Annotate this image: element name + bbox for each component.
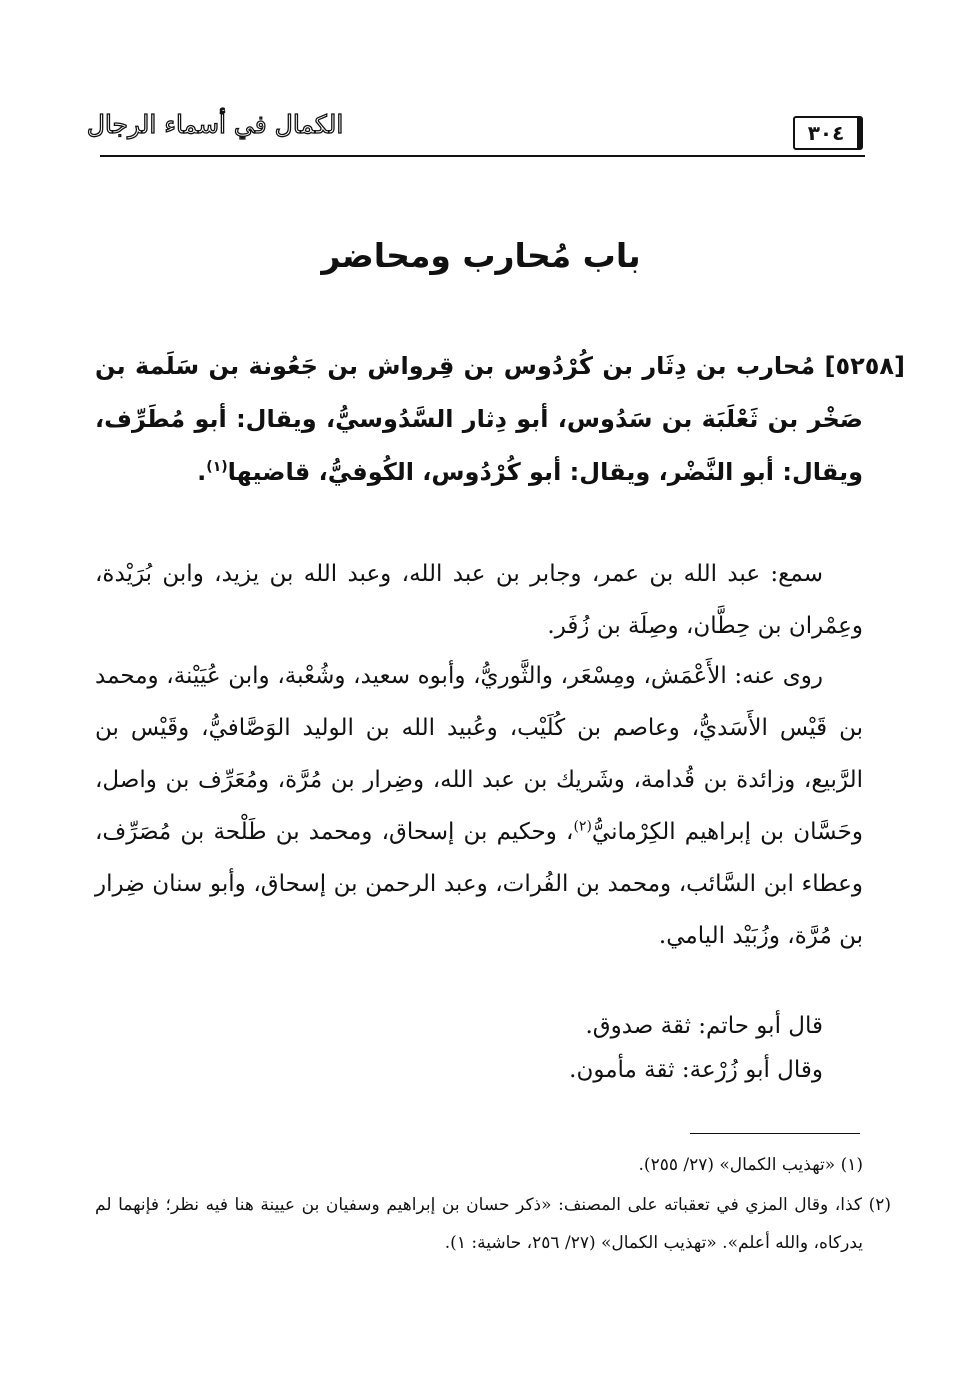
footnote-separator bbox=[690, 1133, 860, 1134]
running-title: الكمال في أسماء الرجال bbox=[86, 109, 344, 139]
narrated-from-paragraph bbox=[95, 650, 863, 962]
footnote-1: (١) «تهذيب الكمال» (٢٧/ ٢٥٥). bbox=[638, 1155, 863, 1175]
abu-zura-statement: وقال أبو زُرْعة: ثقة مأمون. bbox=[569, 1057, 823, 1083]
footnote-ref-2: (٢) bbox=[573, 818, 592, 835]
heard-from-paragraph: سمع: عبد الله بن عمر، وجابر بن عبد الله، وعبد الله بن يزيد، وابن بُرَيْدة، وعِمْران بن حِطَّان، وصِلَة بن زُفَر. bbox=[95, 561, 863, 639]
chapter-title: باب مُحارب ومحاضر bbox=[321, 236, 641, 275]
header-rule bbox=[100, 155, 865, 157]
entry-end: . bbox=[197, 458, 207, 486]
entry-number: [٥٢٥٨] bbox=[824, 352, 905, 380]
biography-entry bbox=[95, 340, 905, 499]
narrated-text-part2: ، وحكيم بن إسحاق، ومحمد بن طَلْحة بن مُصَرِّف، وعطاء ابن السَّائب، ومحمد بن الفُرات، وعبد الرحمن بن إسحاق، وأبو سنان ضِرار بن مُرَّة، وزُبَيْد اليامي. bbox=[95, 819, 863, 949]
footnote-ref-1: (١) bbox=[206, 459, 228, 475]
abu-hatim-statement: قال أبو حاتم: ثقة صدوق. bbox=[585, 1013, 823, 1039]
entry-text: مُحارب بن دِثَار بن كُرْدُوس بن قِرواش بن جَعُونة بن سَلَمة بن صَخْر بن ثَعْلَبَة بن سَدُوس، أبو دِثار السَّدُوسيُّ، ويقال: أبو مُطَرِّف، ويقال: أبو النَّضْر، ويقال: أبو كُرْدُوس، الكُوفيُّ، قاضيها bbox=[95, 352, 863, 486]
footnote-2: (٢) كذا، وقال المزي في تعقباته على المصنف: «ذكر حسان بن إبراهيم وسفيان بن عيينة هنا فيه نظر؛ فإنهما لم يدركاه، والله أعلم». «تهذيب الكمال» (٢٧/ ٢٥٦، حاشية: ١). bbox=[95, 1195, 891, 1253]
page-number: ٣٠٤ bbox=[793, 116, 863, 150]
narrated-text-part1: روى عنه: الأَعْمَش، ومِسْعَر، والثَّوريُّ، وأبوه سعيد، وشُعْبة، وابن عُيَيْنة، ومحمد بن قَيْس الأَسَديُّ، وعاصم بن كُلَيْب، وعُبيد الله بن الوليد الوَصَّافيُّ، وقَيْس بن الرَّبيع، وزائدة بن قُدامة، وشَريك بن عبد الله، وضِرار بن مُرَّة، ومُعَرِّف بن واصل، وحَسَّان بن إبراهيم الكِرْمانيُّ bbox=[95, 663, 863, 845]
